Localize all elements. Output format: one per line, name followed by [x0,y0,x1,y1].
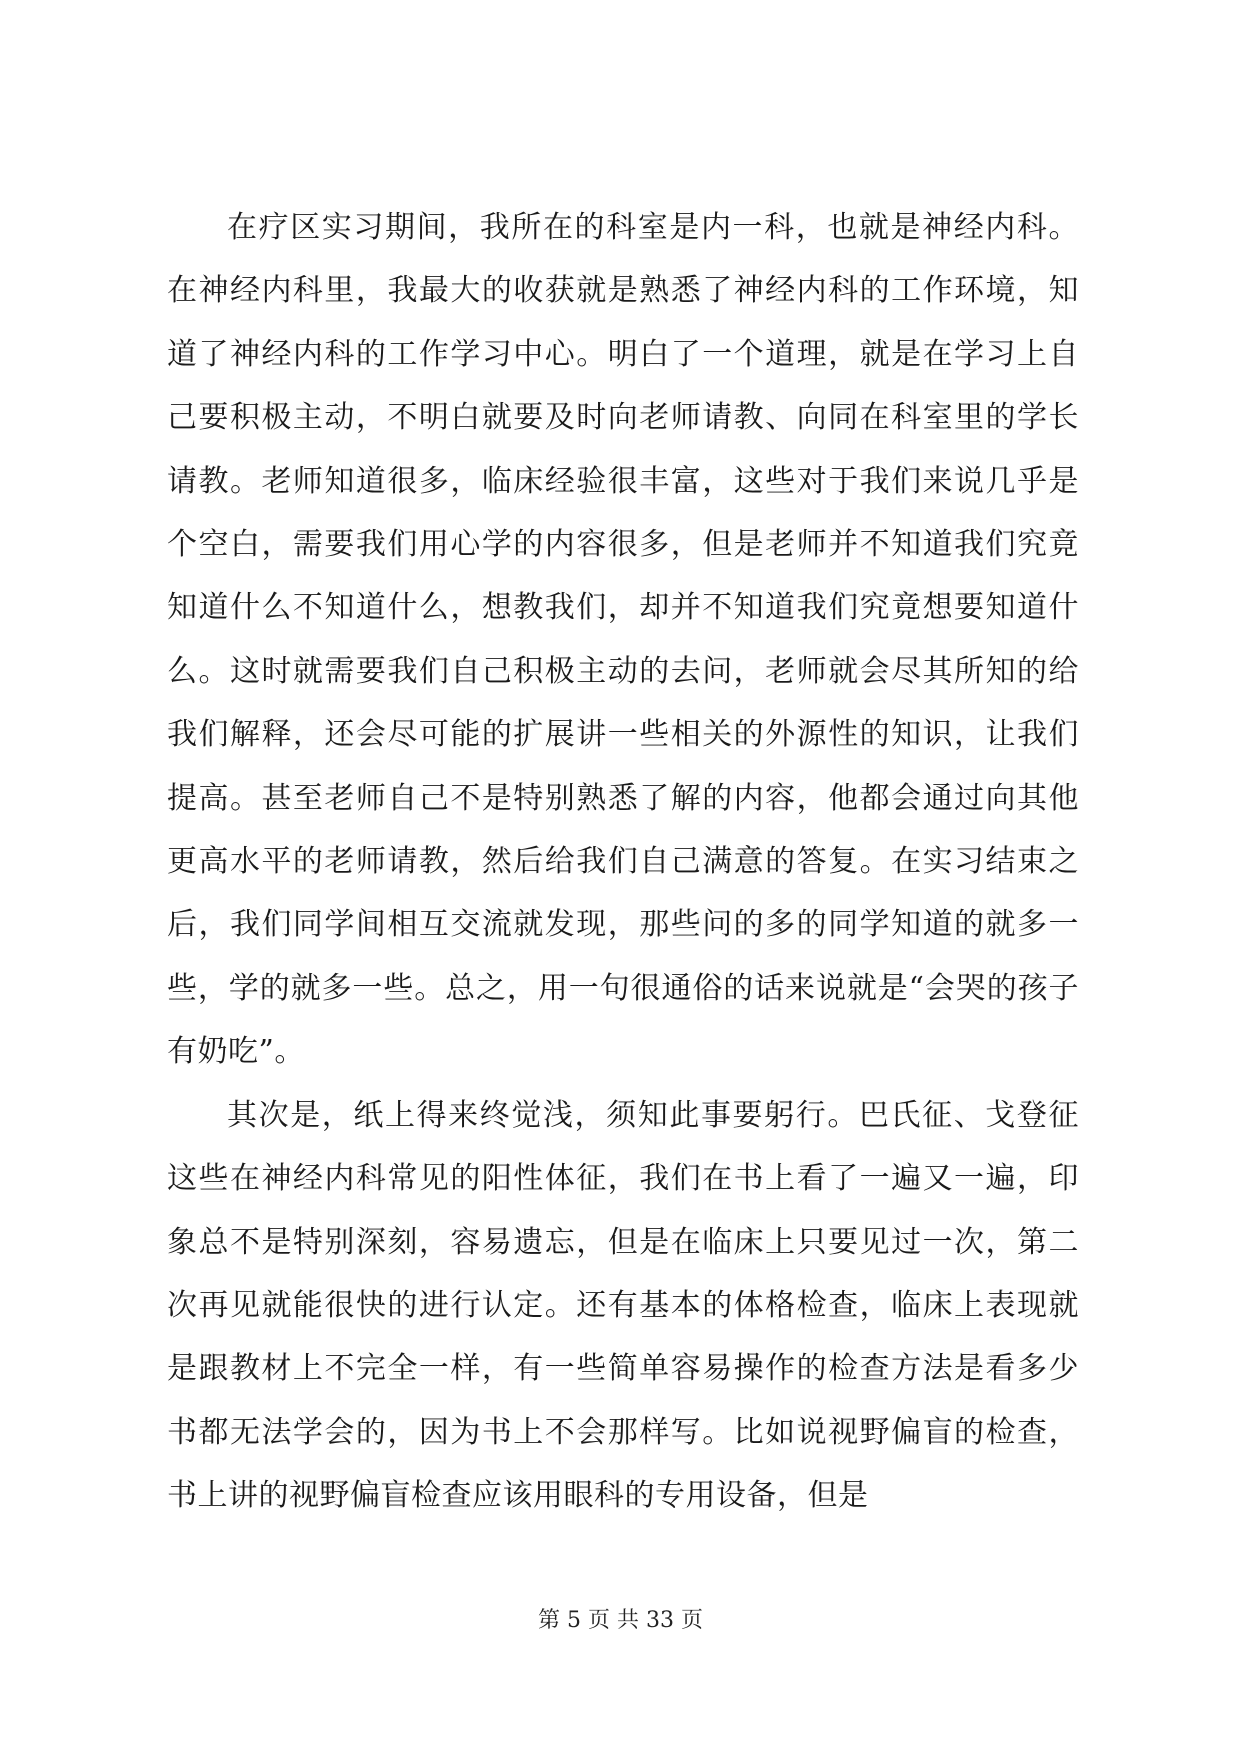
paragraph-2: 其次是，纸上得来终觉浅，须知此事要躬行。巴氏征、戈登征这些在神经内科常见的阳性体征，我们在书上看了一遍又一遍，印象总不是特别深刻，容易遗忘，但是在临床上只要见过一次，第二次再见就能很快的进行认定。还有基本的体格检查，临床上表现就是跟教材上不完全一样，有一些简单容易操作的检查方法是看多少书都无法学会的，因为书上不会那样写。比如说视野偏盲的检查，书上讲的视野偏盲检查应该用眼科的专用设备，但是 [167,1097,1079,1514]
page-number-footer: 第 5 页 共 33 页 [538,1608,703,1633]
paragraph-1: 在疗区实习期间，我所在的科室是内一科，也就是神经内科。在神经内科里，我最大的收获就是熟悉了神经内科的工作环境，知道了神经内科的工作学习中心。明白了一个道理，就是在学习上自己要积极主动，不明白就要及时向老师请教、向同在科室里的学长请教。老师知道很多，临床经验很丰富，这些对于我们来说几乎是个空白，需要我们用心学的内容很多，但是老师并不知道我们究竟知道什么不知道什么，想教我们，却并不知道我们究竟想要知道什么。这时就需要我们自己积极主动的去问，老师就会尽其所知的给我们解释，还会尽可能的扩展讲一些相关的外源性的知识，让我们提高。甚至老师自己不是特别熟悉了解的内容，他都会通过向其他更高水平的老师请教，然后给我们自己满意的答复。在实习结束之后，我们同学间相互交流就发现，那些问的多的同学知道的就多一些，学的就多一些。总之，用一句很通俗的话来说就是“会哭的孩子有奶吃”。 [167,210,1079,1070]
document-body [167,196,1079,1528]
